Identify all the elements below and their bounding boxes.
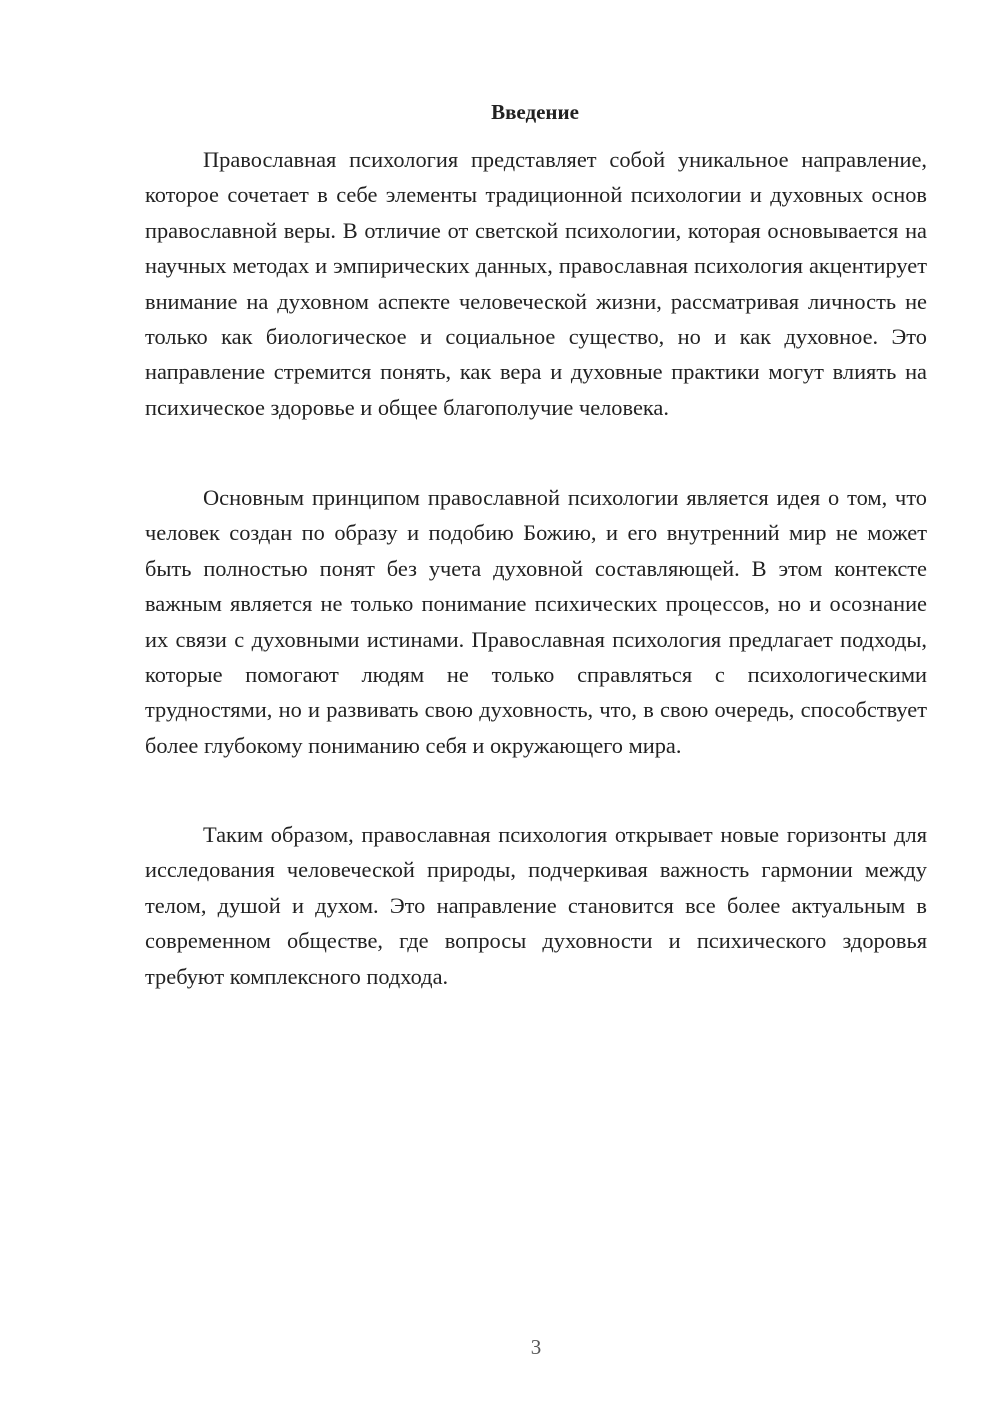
paragraph-3: Таким образом, православная психология открывает новые горизонты для исследования человеческой природы, подчеркивая важность гармонии между телом, душой и духом. Это направление становится все более актуальным в современном обществе, где вопросы духовности и психического здоровья требуют комплексного подхода. (145, 822, 927, 989)
paragraph-1: Православная психология представляет собой уникальное направление, которое сочетает в себе элементы традиционной психологии и духовных основ православной веры. В отличие от светской психологии, которая основывается на научных методах и эмпирических данных, православная психология акцентирует внимание на духовном аспекте человеческой жизни, рассматривая личность не только как биологическое и социальное существо, но и как духовное. Это направление стремится понять, как вера и духовные практики могут влиять на психическое здоровье и общее благополучие человека. (145, 147, 927, 420)
section-title: Введение (491, 100, 579, 124)
page-number: 3 (530, 1335, 542, 1359)
paragraph-2: Основным принципом православной психологии является идея о том, что человек создан по образу и подобию Божию, и его внутренний мир не может быть полностью понят без учета духовной составляющей. В этом контексте важным является не только понимание психических процессов, но и осознание их связи с духовными истинами. Православная психология предлагает подходы, которые помогают людям не только справляться с психологическими трудностями, но и развивать свою духовность, что, в свою очередь, способствует более глубокому пониманию себя и окружающего мира. (145, 485, 927, 758)
